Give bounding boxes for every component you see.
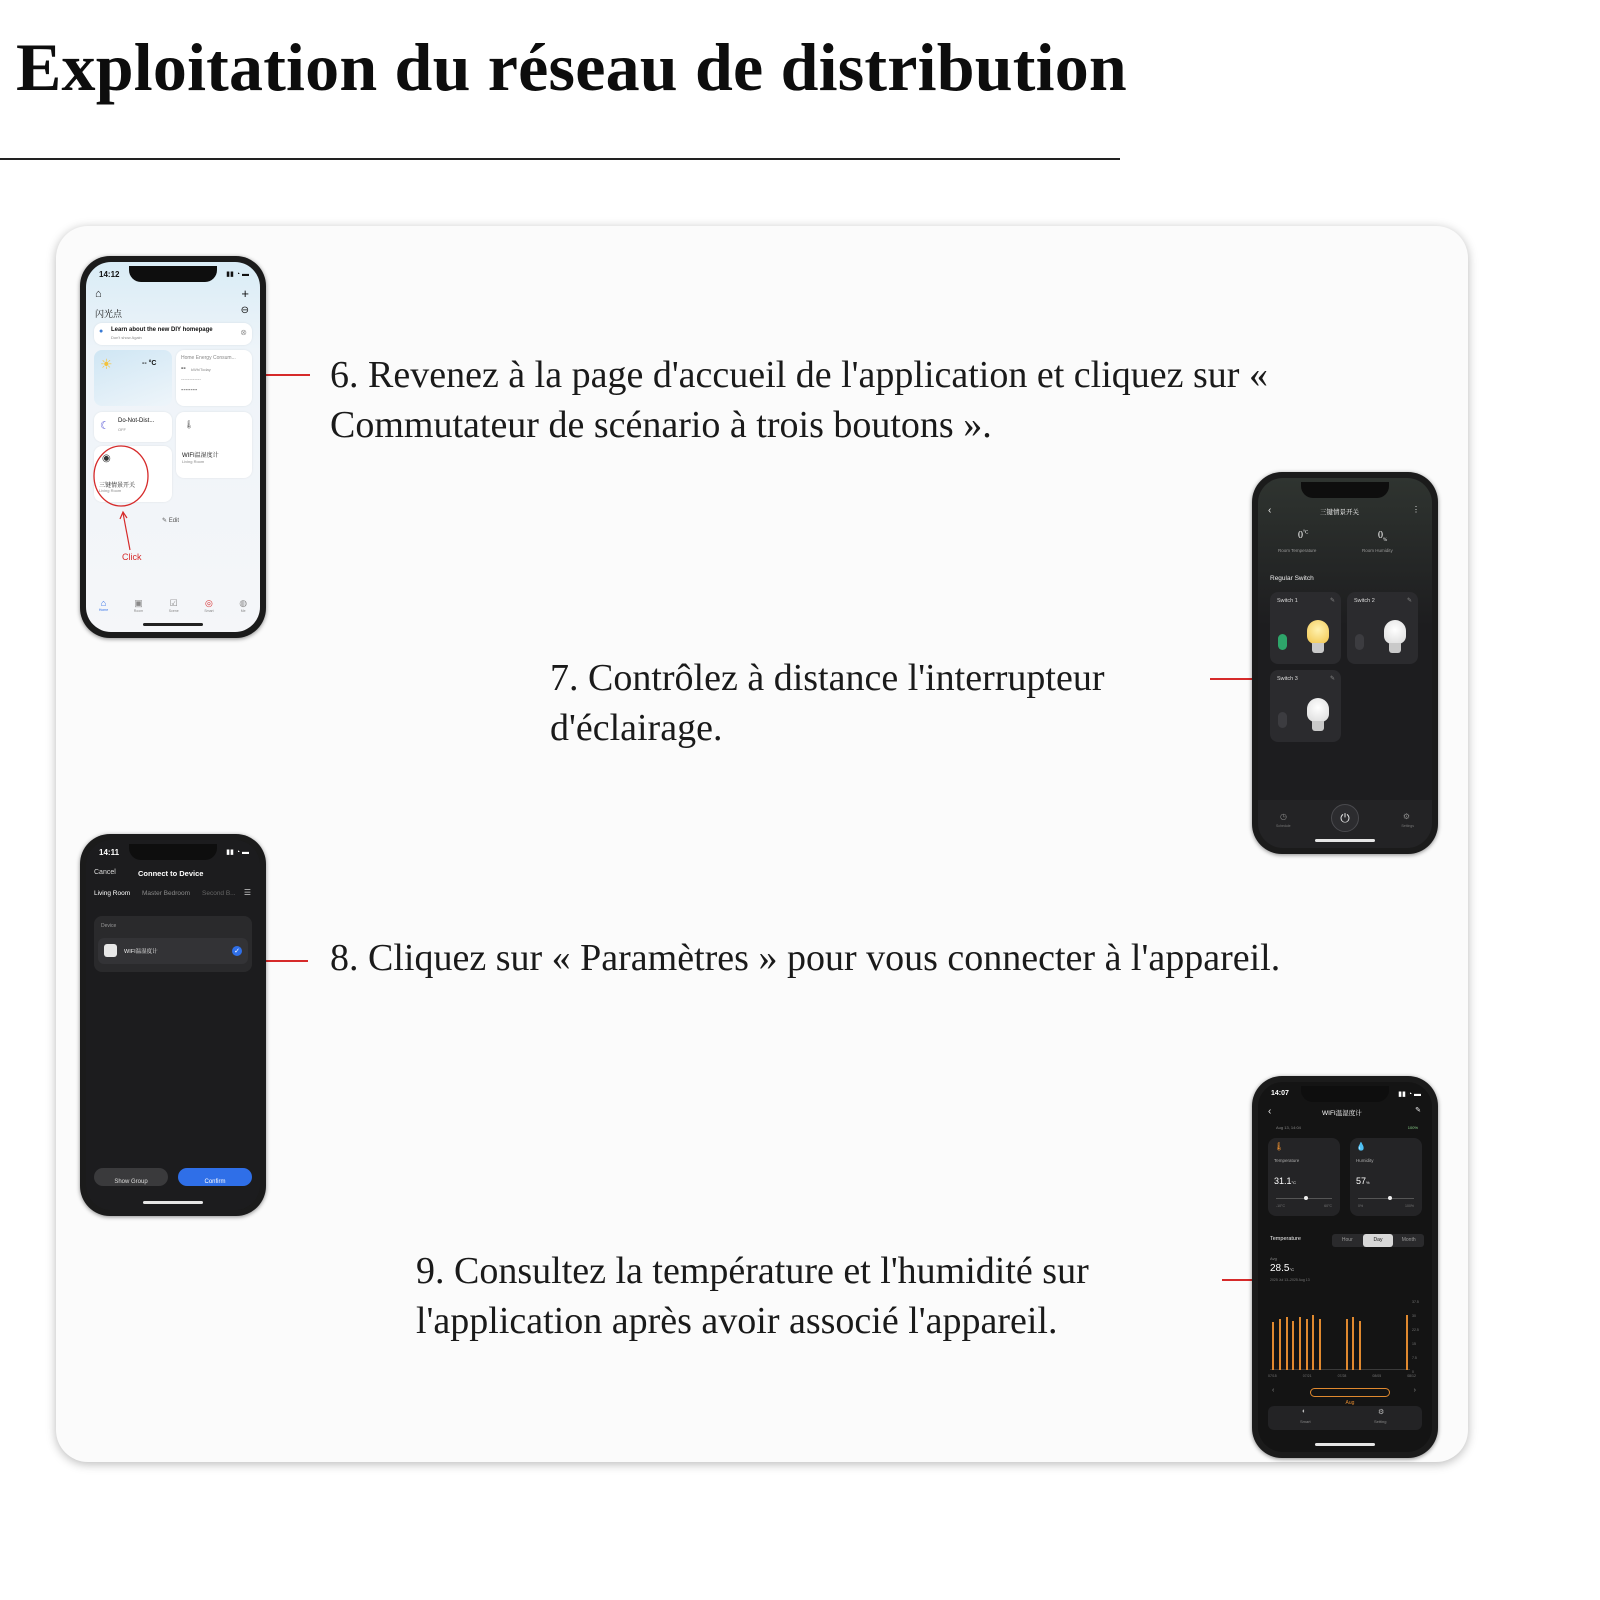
avg-label: Avg (1270, 1256, 1277, 1261)
smart-label: Smart (1300, 1419, 1311, 1424)
chart-bar (1406, 1315, 1408, 1370)
range-day[interactable]: Day (1363, 1234, 1394, 1247)
home-indicator (143, 623, 203, 626)
switch-1-toggle[interactable] (1278, 634, 1287, 650)
energy-unit: kWh/Today (191, 367, 211, 372)
more-icon[interactable]: ⊖ (240, 305, 249, 316)
room-temp-value (1298, 530, 1308, 541)
regular-switch-heading: Regular Switch (1270, 575, 1314, 582)
setting-icon[interactable]: ⚙ (1378, 1409, 1385, 1416)
range-segmented-control (1332, 1234, 1424, 1247)
temperature-range-marker (1304, 1196, 1308, 1200)
edit-button[interactable] (162, 517, 179, 524)
switch-3-toggle[interactable] (1278, 712, 1287, 728)
nav-room-label: Room (133, 608, 144, 613)
nav-scene-label: Scene (168, 608, 179, 613)
dnd-tile[interactable] (94, 412, 172, 442)
schedule-icon[interactable]: ◷ (1280, 812, 1287, 821)
menu-icon[interactable]: ☰ (243, 888, 251, 897)
switch-3-label: Switch 3 (1277, 676, 1298, 682)
home-indicator (1315, 839, 1375, 842)
step-7-line-1: 7. Contrôlez à distance l'interrupteur (550, 657, 1105, 699)
temperature-min: -10°C (1276, 1204, 1285, 1208)
avg-unit: °C (1289, 1267, 1294, 1272)
room-hum-label: Room Humidity (1362, 548, 1393, 553)
room-temp-number: 0 (1298, 530, 1303, 541)
room-hum-unit: % (1383, 538, 1388, 543)
nav-scene[interactable] (169, 598, 179, 613)
nav-home-label: Home (98, 608, 109, 612)
weather-tile[interactable] (94, 350, 172, 406)
connect-title: Connect to Device (138, 869, 204, 878)
status-time: 14:07 (1271, 1090, 1289, 1097)
click-arrow (118, 510, 138, 552)
bottom-nav (86, 592, 260, 618)
humidity-value (1356, 1176, 1370, 1186)
switch-2-bulb-off (1384, 620, 1406, 644)
back-icon[interactable]: ‹ (1268, 505, 1272, 516)
humidity-card[interactable] (1350, 1138, 1422, 1216)
smart-icon[interactable]: ◐ (1302, 1408, 1307, 1415)
phone-connect-device (80, 834, 266, 1216)
step-6-line-1: 6. Revenez à la page d'accueil de l'application et cliquez sur « (330, 354, 1268, 396)
humidity-label: Humidity (1356, 1158, 1374, 1163)
y-tick: 7.5 (1412, 1356, 1417, 1360)
switch-1-edit-icon[interactable]: ✎ (1329, 598, 1335, 604)
show-group-label: Show Group (114, 1179, 148, 1185)
nav-room-icon: ▣ (134, 597, 143, 608)
energy-dash-2: ------- (181, 387, 198, 394)
status-time: 14:12 (99, 270, 120, 279)
device-name: WIFI温湿度计 (124, 949, 158, 955)
switch-1-label: Switch 1 (1277, 598, 1298, 604)
energy-dash-1: ------------ (181, 377, 201, 383)
pencil-icon: ✎ (162, 518, 169, 524)
step-8-line-1: 8. Cliquez sur « Paramètres » pour vous connecter à l'appareil. (330, 937, 1281, 979)
temperature-max: 60°C (1324, 1204, 1332, 1208)
switch-2-bulb-base (1389, 643, 1401, 653)
device-title: WIFI温湿度计 (1322, 1110, 1362, 1117)
bottom-actions (1268, 1406, 1422, 1430)
status-icons: ▮▮ ◔ ▬ (1398, 1091, 1421, 1098)
device-icon (104, 944, 117, 957)
range-hour[interactable]: Hour (1341, 1237, 1353, 1243)
chart-bar (1359, 1321, 1361, 1370)
close-icon[interactable]: ⊗ (240, 328, 247, 337)
x-axis-ticks (1268, 1374, 1416, 1378)
show-group-button[interactable] (94, 1168, 168, 1186)
switch-3-bulb-base (1312, 721, 1324, 731)
sun-icon: ☀ (100, 356, 113, 372)
switch-3-edit-icon[interactable]: ✎ (1329, 676, 1335, 682)
avg-value (1270, 1263, 1294, 1274)
status-icons: ▮▮ ◔ ▬ (226, 271, 249, 278)
nav-scene-icon: ☑ (169, 597, 178, 608)
switch-3-bulb-off (1307, 698, 1329, 722)
prev-month-button[interactable]: ‹ (1272, 1387, 1275, 1394)
status-icons: ▮▮ ◔ ▬ (226, 849, 249, 856)
avg-number: 28.5 (1270, 1263, 1290, 1274)
phone-thermometer-detail (1252, 1076, 1438, 1458)
add-icon[interactable]: + (241, 286, 249, 301)
thermometer-tile[interactable] (176, 412, 252, 478)
y-axis-ticks (1412, 1300, 1426, 1374)
edit-label: Edit (168, 518, 180, 524)
step-6-line-2: Commutateur de scénario à trois boutons ». (330, 404, 992, 446)
humidity-range-bar (1358, 1198, 1414, 1199)
device-row[interactable] (98, 938, 248, 964)
energy-tile[interactable] (176, 350, 252, 406)
next-month-button[interactable]: › (1413, 1387, 1416, 1394)
edit-icon[interactable]: ✎ (1415, 1107, 1421, 1114)
energy-value: -- (181, 365, 186, 372)
chart-bar (1292, 1321, 1294, 1370)
room-hum-number: 0 (1378, 530, 1383, 541)
switch-2-toggle[interactable] (1355, 634, 1364, 650)
nav-home-icon: ⌂ (100, 598, 107, 608)
schedule-label: Schedule (1276, 824, 1291, 828)
temperature-card[interactable] (1268, 1138, 1340, 1216)
moon-icon: ☾ (100, 420, 110, 432)
room-temp-unit: °C (1303, 530, 1309, 536)
thermometer-name: WIFI温湿度计 (182, 453, 219, 459)
banner-text: Learn about the new DIY homepage (111, 327, 213, 333)
kebab-icon[interactable]: ⋮ (1412, 505, 1420, 514)
chart-heading: Temperature (1270, 1236, 1301, 1242)
switch-3-tile[interactable] (1270, 670, 1341, 742)
humidity-max: 100% (1405, 1204, 1414, 1208)
y-tick: 37.5 (1412, 1300, 1419, 1304)
x-tick: 07/21 (1302, 1374, 1312, 1378)
x-tick: 08/05 (1372, 1374, 1382, 1378)
y-tick: 0 (1412, 1370, 1414, 1374)
room-temp-label: Room Temperature (1278, 548, 1317, 553)
scene-switch-name: 三键情景开关 (99, 483, 136, 489)
home-indicator (143, 1201, 203, 1204)
step-7-line-2: d'éclairage. (550, 707, 723, 749)
nav-room[interactable] (134, 598, 143, 613)
humidity-icon: 💧 (1356, 1142, 1366, 1151)
x-tick: 08/12 (1407, 1374, 1416, 1378)
date-range: 2025 Jul 13–2025 Aug 13 (1270, 1278, 1310, 1282)
weather-temp: -- °C (142, 360, 157, 367)
step-9-text (416, 1246, 1089, 1346)
chart-bar (1319, 1319, 1321, 1370)
scene-switch-room: Living Room (99, 488, 122, 493)
setting-label: Setting (1374, 1419, 1387, 1424)
switch-2-label: Switch 2 (1354, 598, 1375, 604)
step-8-text (330, 933, 1280, 983)
nav-me[interactable] (239, 598, 247, 613)
check-icon[interactable]: ✓ (232, 946, 242, 956)
title-underline (0, 158, 1120, 160)
diy-banner[interactable] (94, 323, 252, 345)
dnd-state: OFF (118, 427, 126, 432)
humidity-unit: % (1366, 1180, 1370, 1185)
chart-bar (1272, 1322, 1274, 1370)
humidity-min: 0% (1358, 1204, 1364, 1208)
temperature-value (1274, 1176, 1296, 1186)
settings-label: Settings (1401, 824, 1414, 828)
thermometer-room: Living Room (182, 459, 205, 464)
humidity-range-marker (1388, 1196, 1392, 1200)
switch-2-edit-icon[interactable]: ✎ (1406, 598, 1412, 604)
nav-home[interactable] (99, 598, 108, 612)
temperature-chart (1270, 1304, 1410, 1370)
phone-home-screen (80, 256, 266, 638)
room-tab-living[interactable]: Living Room (94, 890, 131, 897)
month-pill[interactable] (1310, 1388, 1390, 1406)
step-9-line-1: 9. Consultez la température et l'humidité sur (416, 1250, 1089, 1292)
temperature-label: Temperature (1274, 1158, 1300, 1163)
y-tick: 15 (1412, 1342, 1416, 1346)
nav-me-label: Me (240, 608, 246, 613)
page-title: Exploitation du réseau de distribution (16, 29, 1127, 105)
chart-bar (1312, 1315, 1314, 1370)
nav-me-icon: ◍ (239, 597, 248, 608)
battery-level: 100% (1407, 1125, 1418, 1130)
room-hum-value (1378, 530, 1387, 543)
month-pill-label: Aug (1345, 1400, 1355, 1406)
y-tick: 30 (1412, 1314, 1416, 1318)
back-icon[interactable]: ‹ (1268, 1106, 1272, 1117)
home-name[interactable]: 闪光点 (95, 309, 123, 319)
dnd-label: Do-Not-Dist... (118, 418, 155, 424)
temperature-unit: °C (1291, 1180, 1297, 1185)
chart-bar (1279, 1319, 1281, 1370)
switch-1-bulb-lit (1307, 620, 1329, 644)
updated-time: Aug 13, 14:04 (1276, 1125, 1301, 1130)
bulb-icon: ● (99, 328, 104, 335)
nav-smart-label: Smart (204, 608, 214, 613)
step-6-text (330, 350, 1268, 450)
chart-bar (1306, 1319, 1308, 1370)
chart-bar (1286, 1317, 1288, 1370)
switch-2-tile[interactable] (1347, 592, 1418, 664)
click-label: Click (122, 552, 142, 562)
energy-label: Home Energy Consum... (181, 355, 236, 361)
room-tab-second[interactable]: Second B... (202, 890, 236, 897)
banner-subtext: Don't show Again (111, 335, 142, 340)
x-tick: 07/15 (1268, 1374, 1277, 1378)
power-button[interactable]: ⏻ (1331, 804, 1359, 832)
nav-smart[interactable] (204, 598, 213, 613)
device-section (94, 916, 252, 972)
chart-bar (1352, 1317, 1354, 1370)
humidity-number: 57 (1356, 1176, 1367, 1186)
phone-scene-switch (1252, 472, 1438, 854)
confirm-label: Confirm (204, 1179, 226, 1185)
room-tab-master[interactable]: Master Bedroom (142, 890, 191, 897)
chart-bar (1346, 1319, 1348, 1370)
range-month[interactable]: Month (1401, 1237, 1416, 1243)
settings-icon[interactable]: ⚙ (1402, 812, 1410, 821)
step-7-text (550, 653, 1105, 753)
chart-bars (1270, 1304, 1410, 1370)
home-icon[interactable]: ⌂ (95, 288, 102, 300)
temperature-number: 31.1 (1274, 1176, 1292, 1186)
nav-smart-icon: ◎ (205, 597, 213, 608)
y-tick: 22.5 (1412, 1328, 1419, 1332)
click-highlight-circle (90, 442, 152, 510)
temperature-icon: 🌡 (1274, 1142, 1285, 1151)
thermometer-icon: 🌡 (184, 420, 195, 429)
confirm-button[interactable] (178, 1168, 252, 1186)
switch-1-bulb-base (1312, 643, 1324, 653)
switch-icon: ◉ (102, 453, 111, 464)
step-9-line-2: l'application après avoir associé l'appareil. (416, 1300, 1058, 1342)
device-section-label: Device (101, 923, 117, 929)
home-indicator (1315, 1443, 1375, 1446)
chart-bar (1299, 1317, 1301, 1370)
switch-1-tile[interactable] (1270, 592, 1341, 664)
switch-title: 三键情景开关 (1320, 509, 1359, 516)
status-time: 14:11 (99, 848, 120, 857)
cancel-button[interactable]: Cancel (94, 869, 116, 876)
x-tick: 07/28 (1337, 1374, 1347, 1378)
